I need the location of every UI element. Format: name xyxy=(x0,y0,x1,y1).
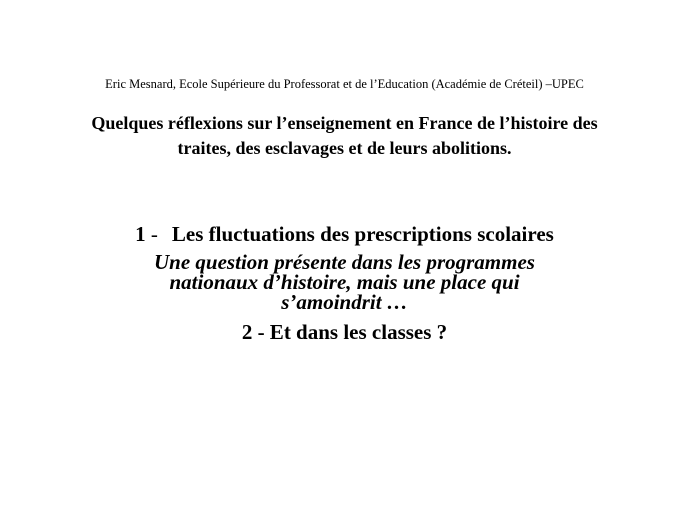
subtitle-line-1: Une question présente dans les programmes xyxy=(154,250,535,274)
author-line: Eric Mesnard, Ecole Supérieure du Professorat et de l’Education (Académie de Créteil) –UPEC xyxy=(105,77,584,91)
slide-title-line-2: traites, des esclavages et de leurs abolitions. xyxy=(177,138,512,158)
subtitle-line-3: s’amoindrit … xyxy=(281,290,408,314)
point-1-number-group xyxy=(135,222,158,246)
point-1-text: Les fluctuations des prescriptions scolaires xyxy=(171,222,554,246)
point-1-subtitle xyxy=(100,252,589,312)
subtitle-line-2: nationaux d’histoire, mais une place qui xyxy=(169,270,520,294)
slide-title-line-1: Quelques réflexions sur l’enseignement en France de l’histoire des xyxy=(91,113,598,133)
point-1-number: 1 xyxy=(135,222,146,246)
slide-title xyxy=(40,111,649,161)
point-1-dash: - xyxy=(150,222,158,246)
point-1-heading xyxy=(0,222,689,246)
point-2-heading: 2 - Et dans les classes ? xyxy=(241,320,448,344)
